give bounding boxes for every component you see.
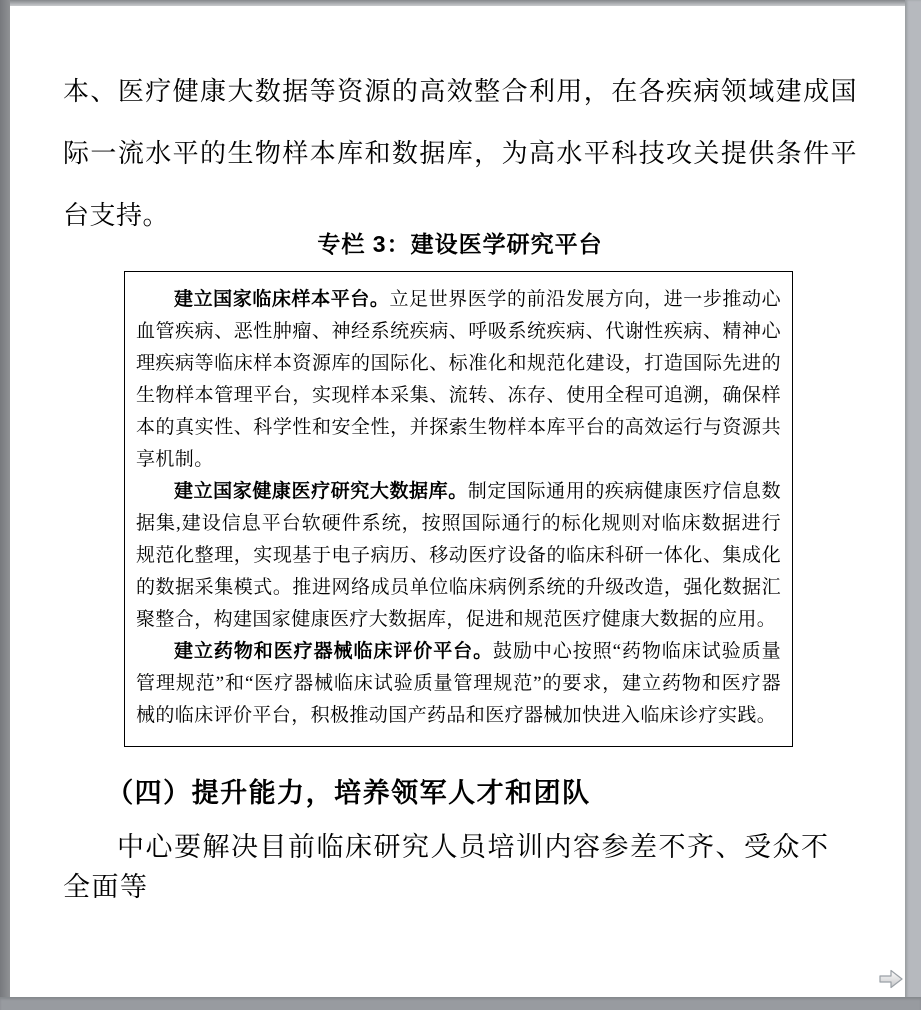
- box-paragraph-3-lead: 建立药物和医疗器械临床评价平台。: [174, 641, 494, 662]
- window-border-right: [905, 0, 921, 1010]
- box-paragraph-1-lead: 建立国家临床样本平台。: [174, 289, 390, 310]
- box-paragraph-2-body: 制定国际通用的疾病健康医疗信息数据集,建设信息平台软硬件系统，按照国际通行的标化规则对临床数据进行规范化整理，实现基于电子病历、移动医疗设备的临床科研一体化、集成化的数据采集模式。推进网络成员单位临床病例系统的升级改造，强化数据汇聚整合，构建国家健康医疗大数据库，促进和规范医疗健康大数据的应用。: [136, 481, 781, 630]
- paragraph-top: 本、医疗健康大数据等资源的高效整合利用，在各疾病领域建成国际一流水平的生物样本库和数据库，为高水平科技攻关提供条件平台支持。: [63, 77, 857, 230]
- paragraph-bottom: 中心要解决目前临床研究人员培训内容参差不齐、受众不全面等: [63, 832, 830, 902]
- callout-box: [124, 271, 793, 747]
- section-heading: （四）提升能力，培养领军人才和团队: [106, 778, 591, 808]
- box-paragraph-2-lead: 建立国家健康医疗研究大数据库。: [174, 481, 468, 502]
- box-title: 专栏 3：建设医学研究平台: [317, 231, 603, 257]
- box-paragraph-3-body: 鼓励中心按照“药物临床试验质量管理规范”和“医疗器械临床试验质量管理规范”的要求，建立药物和医疗器械的临床评价平台，积极推动国产药品和医疗器械加快进入临床诊疗实践。: [136, 641, 782, 726]
- box-paragraph-2: [136, 476, 781, 636]
- window-border-left: [0, 0, 10, 1010]
- box-paragraph-3: [136, 636, 781, 732]
- next-page-arrow-icon[interactable]: [878, 968, 904, 990]
- window-border-bottom: [0, 997, 921, 1010]
- box-paragraph-1-body: 立足世界医学的前沿发展方向，进一步推动心血管疾病、恶性肿瘤、神经系统疾病、呼吸系统疾病、代谢性疾病、精神心理疾病等临床样本资源库的国际化、标准化和规范化建设，打造国际先进的生物样本管理平台，实现样本采集、流转、冻存、使用全程可追溯，确保样本的真实性、科学性和安全性，并探索生物样本库平台的高效运行与资源共享机制。: [136, 289, 781, 470]
- document-page: [10, 6, 905, 997]
- box-paragraph-1: [136, 284, 781, 476]
